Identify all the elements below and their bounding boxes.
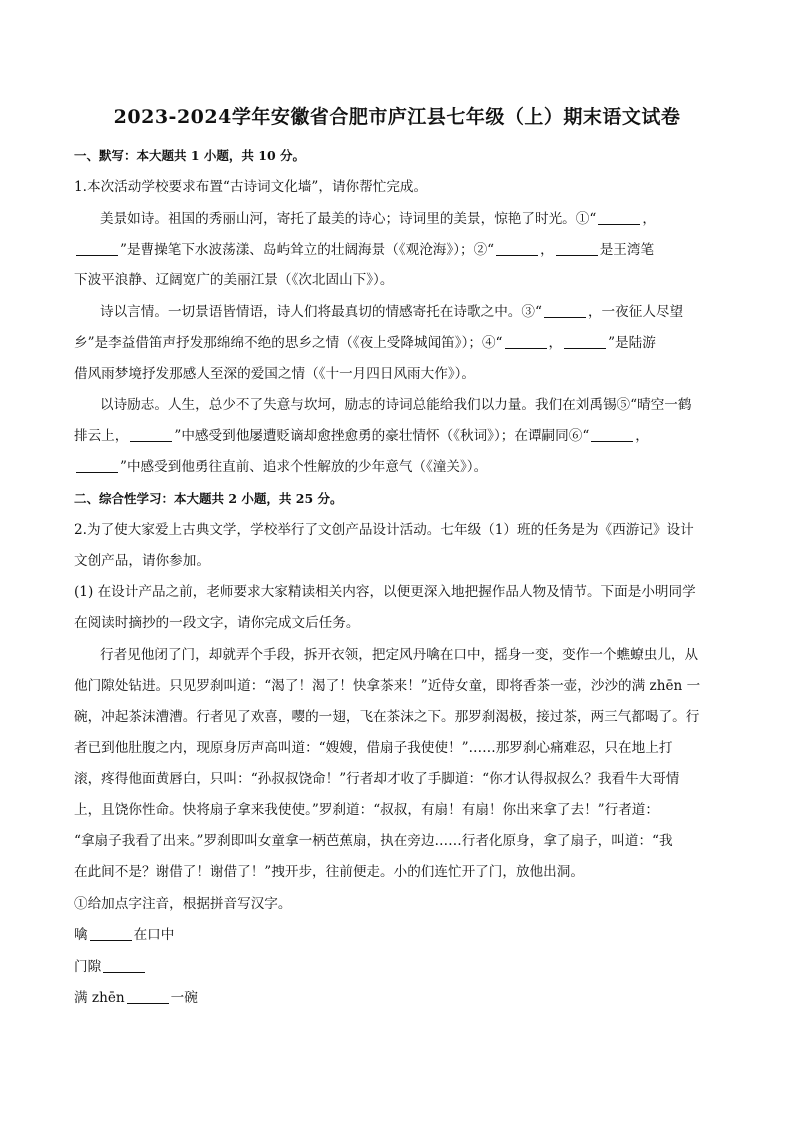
q1-p1-line1: 美景如诗。祖国的秀丽山河，寄托了最美的诗心；诗词里的美景，惊艳了时光。①“ ， bbox=[100, 211, 656, 227]
answer-blank[interactable] bbox=[598, 210, 640, 225]
page-title: 2023-2024学年安徽省合肥市庐江县七年级（上）期末语文试卷 bbox=[113, 106, 681, 128]
sub-question-1-line1: (1) 在设计产品之前，老师要求大家精读相关内容，以便更深入地把握作品人物及情节。下面是小明同学 bbox=[74, 584, 696, 600]
passage-line: 在此间不是？谢借了！谢借了！”拽开步，往前便走。小的们连忙开了门，放他出洞。 bbox=[74, 864, 584, 880]
answer-blank[interactable] bbox=[556, 241, 598, 256]
answer-blank[interactable] bbox=[496, 241, 538, 256]
task-1-item: 满 zhēn 一碗 bbox=[74, 990, 198, 1006]
answer-blank[interactable] bbox=[76, 458, 118, 473]
answer-blank[interactable] bbox=[90, 926, 132, 941]
q1-p1-line2: ”是曹操笔下水波荡漾、岛屿耸立的壮阔海景（《观沧海》）；②“ ， 是王湾笔 bbox=[74, 240, 722, 260]
q1-p2-line3: 借风雨梦境抒发那感人至深的爱国之情（《十一月四日风雨大作》）。 bbox=[74, 366, 476, 382]
q1-p3-line3: ”中感受到他勇往直前、追求个性解放的少年意气（《潼关》）。 bbox=[74, 457, 722, 477]
task-1-instruction: ①给加点字注音，根据拼音写汉字。 bbox=[74, 896, 292, 912]
section-heading-1: 一、默写：本大题共 1 小题，共 10 分。 bbox=[74, 148, 306, 163]
answer-blank[interactable] bbox=[130, 427, 172, 442]
passage-line: 滚，疼得他面黄唇白，只叫：“孙叔叔饶命！”行者却才收了手脚道：“你才认得叔叔么？我看牛大哥情 bbox=[74, 771, 680, 787]
q1-p2-line2: 乡”是李益借笛声抒发那绵绵不绝的思乡之情（《夜上受降城闻笛》）；④“ ， ”是陆游 bbox=[74, 335, 656, 351]
question-2-intro-line1: 2.为了使大家爱上古典文学，学校举行了文创产品设计活动。七年级（1）班的任务是为《西游记》设计 bbox=[74, 522, 694, 538]
passage-line: 碗，冲起茶沫漕漕。行者见了欢喜，嘤的一翅，飞在茶沫之下。那罗刹渴极，接过茶，两三气都喝了。行 bbox=[74, 709, 700, 725]
answer-blank[interactable] bbox=[505, 334, 547, 349]
answer-blank[interactable] bbox=[591, 427, 633, 442]
passage-line: 上，且饶你性命。快将扇子拿来我使使。”罗刹道：“叔叔，有扇！有扇！你出来拿了去！”行者道： bbox=[74, 802, 659, 818]
answer-blank[interactable] bbox=[103, 958, 145, 973]
answer-blank[interactable] bbox=[544, 303, 586, 318]
q1-p2-line1: 诗以言情。一切景语皆情语，诗人们将最真切的情感寄托在诗歌之中。③“ ，一夜征人尽望 bbox=[100, 304, 684, 320]
question-1-intro: 1.本次活动学校要求布置“古诗词文化墙”，请你帮忙完成。 bbox=[74, 179, 428, 195]
sub-question-1-line2: 在阅读时摘抄的一段文字，请你完成文后任务。 bbox=[74, 615, 360, 631]
section-heading-2: 二、综合性学习：本大题共 2 小题，共 25 分。 bbox=[74, 491, 343, 506]
answer-blank[interactable] bbox=[76, 241, 118, 256]
task-1-item: 噙 在口中 bbox=[74, 927, 175, 943]
passage-line: “拿扇子我看了出来。”罗刹即叫女童拿一柄芭蕉扇，执在旁边……行者化原身，拿了扇子，叫道：“我 bbox=[74, 833, 673, 849]
question-2-intro-line2: 文创产品，请你参加。 bbox=[74, 553, 210, 569]
answer-blank[interactable] bbox=[564, 334, 606, 349]
passage-line: 者已到他肚腹之内，现原身厉声高叫道：“嫂嫂，借扇子我使使！”……那罗刹心痛难忍，只在地上打 bbox=[74, 740, 673, 756]
task-1-item: 门隙 bbox=[74, 957, 722, 977]
q1-p3-line1: 以诗励志。人生，总少不了失意与坎坷，励志的诗词总能给我们以力量。我们在刘禹锡⑤“晴空一鹤 bbox=[100, 397, 692, 413]
q1-p3-line2: 排云上， ”中感受到他屡遭贬谪却愈挫愈勇的豪壮情怀（《秋词》）；在谭嗣同⑥“ ， bbox=[74, 428, 649, 444]
passage-line: 他门隙处钻进。只见罗刹叫道：“渴了！渴了！快拿茶来！”近侍女童，即将香茶一壶，沙沙的满 zhēn 一 bbox=[74, 678, 701, 694]
passage-line: 行者见他闭了门，却就弄个手段，拆开衣领，把定风丹噙在口中，摇身一变，变作一个蟭蟟虫儿，从 bbox=[100, 647, 699, 663]
q1-p1-line3: 下波平浪静、辽阔宽广的美丽江景（《次北固山下》）。 bbox=[74, 272, 394, 288]
answer-blank[interactable] bbox=[127, 989, 169, 1004]
